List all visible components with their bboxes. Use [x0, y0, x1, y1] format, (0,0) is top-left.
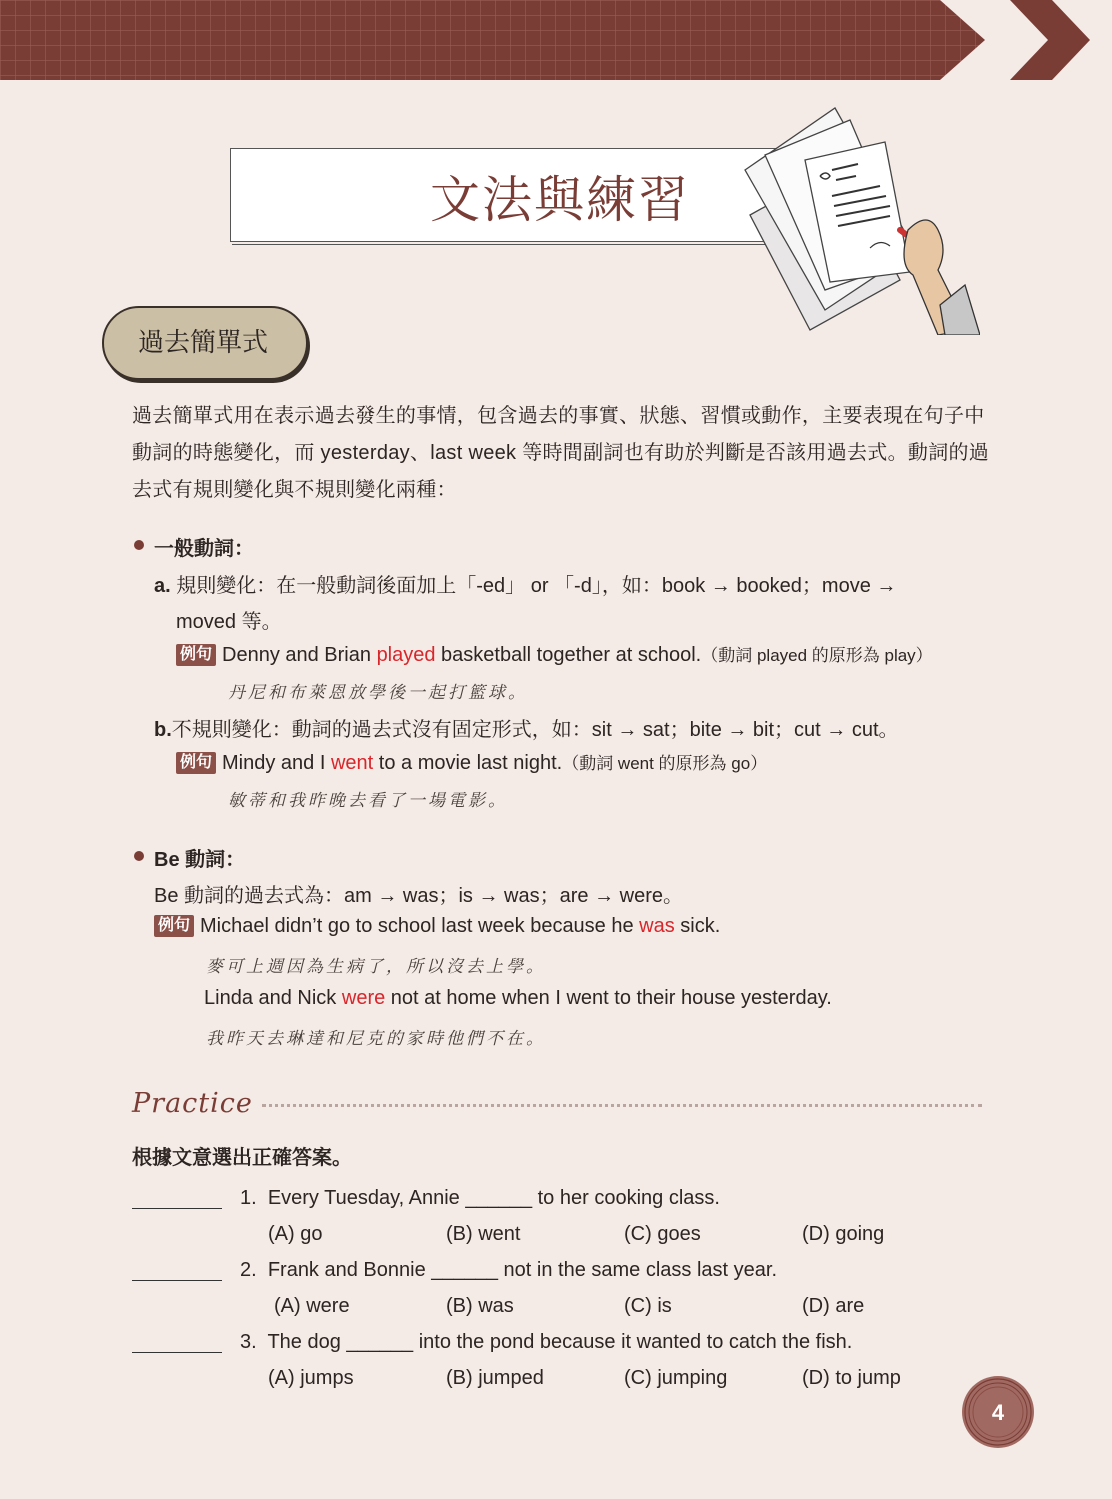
practice-divider: [262, 1104, 982, 1107]
practice-instruction: 根據文意選出正確答案。: [132, 1147, 352, 1169]
highlighted-verb: was: [639, 915, 675, 937]
example-sentence: Linda and Nick were not at home when I went to their house yesterday.: [204, 987, 832, 1009]
regular-change-line: [154, 569, 896, 598]
highlighted-verb: were: [341, 987, 386, 1009]
highlighted-verb: played: [376, 644, 436, 666]
answer-blank[interactable]: [132, 1280, 222, 1281]
option[interactable]: (C) jumping: [624, 1367, 728, 1389]
question-number: 3.: [240, 1331, 257, 1353]
top-banner: [0, 0, 1112, 80]
question-number: 1.: [240, 1187, 257, 1209]
question-number: 2.: [240, 1259, 257, 1281]
option[interactable]: (D) to jump: [802, 1367, 901, 1389]
be-verbs-heading: Be 動詞：: [154, 849, 246, 871]
option[interactable]: (A) go: [268, 1223, 323, 1245]
example-tag: 例句: [154, 915, 194, 937]
option[interactable]: (B) went: [446, 1223, 521, 1245]
answer-blank[interactable]: [132, 1352, 222, 1353]
documents-illustration: [740, 100, 980, 335]
question: [240, 1187, 720, 1210]
question-text: The dog ______ into the pond because it wanted to catch the fish.: [267, 1331, 853, 1353]
example-sentence: 例句 Mindy and I went to a movie last night.（動詞 went 的原形為 go）: [176, 749, 767, 775]
example-tag: 例句: [176, 644, 216, 666]
option[interactable]: (C) goes: [624, 1223, 701, 1245]
example-tag: 例句: [176, 752, 216, 774]
irregular-change-text: 不規則變化：動詞的過去式沒有固定形式，如：sit → sat；bite → bit；cut → cut。: [171, 719, 899, 741]
example-sentence: 例句 Denny and Brian played basketball together at school.（動詞 played 的原形為 play）: [176, 641, 933, 667]
section-title: 過去簡單式: [137, 328, 268, 358]
irregular-change-line: [154, 713, 899, 742]
option[interactable]: (A) were: [274, 1295, 350, 1317]
example-sentence: 例句 Michael didn’t go to school last week because he was sick.: [154, 915, 720, 938]
question-text: Frank and Bonnie ______ not in the same class last year.: [267, 1259, 778, 1281]
example-translation: 敏蒂和我昨晚去看了一場電影。: [228, 791, 508, 811]
example-translation: 我昨天去琳達和尼克的家時他們不在。: [206, 1029, 546, 1049]
question-text: Every Tuesday, Annie ______ to her cooking class.: [267, 1187, 720, 1209]
example-note: （動詞 went 的原形為 go）: [562, 754, 768, 773]
option[interactable]: (A) jumps: [268, 1367, 354, 1389]
page-title: 文法與練習: [430, 171, 690, 229]
bullet-general-verbs: [134, 540, 144, 550]
page-number-badge: [960, 1374, 1036, 1450]
bullet-be-verbs: [134, 851, 144, 861]
be-verbs-rule: Be 動詞的過去式為：am → was；is → was；are → were。: [154, 885, 683, 907]
practice-title: Practice: [132, 1088, 253, 1119]
example-translation: 麥可上週因為生病了，所以沒去上學。: [206, 957, 546, 977]
option[interactable]: (B) was: [446, 1295, 514, 1317]
regular-change-line2: moved 等。: [176, 611, 282, 633]
option[interactable]: (D) going: [802, 1223, 885, 1245]
option[interactable]: (B) jumped: [446, 1367, 544, 1389]
page-number: 4: [991, 1400, 1005, 1425]
intro-paragraph: 過去簡單式用在表示過去發生的事情，包含過去的事實、狀態、習慣或動作，主要表現在句子中動詞的時態變化，而 yesterday、last week 等時間副詞也有助於判斷是否該用過去式。動詞的過去式有規則變化與不規則變化兩種：: [132, 405, 990, 501]
regular-change-text: 規則變化：在一般動詞後面加上「-ed」 or 「-d」，如：book → booked；move →: [176, 575, 897, 597]
item-label-a: a.: [154, 575, 171, 597]
question: [240, 1331, 852, 1354]
example-note: （動詞 played 的原形為 play）: [701, 646, 933, 665]
example-translation: 丹尼和布萊恩放學後一起打籃球。: [228, 683, 528, 703]
answer-blank[interactable]: [132, 1208, 222, 1209]
general-verbs-heading: 一般動詞：: [154, 538, 254, 560]
item-label-b: b.: [154, 719, 172, 741]
question: [240, 1259, 777, 1282]
highlighted-verb: went: [330, 752, 374, 774]
option[interactable]: (D) are: [802, 1295, 865, 1317]
option[interactable]: (C) is: [624, 1295, 672, 1317]
